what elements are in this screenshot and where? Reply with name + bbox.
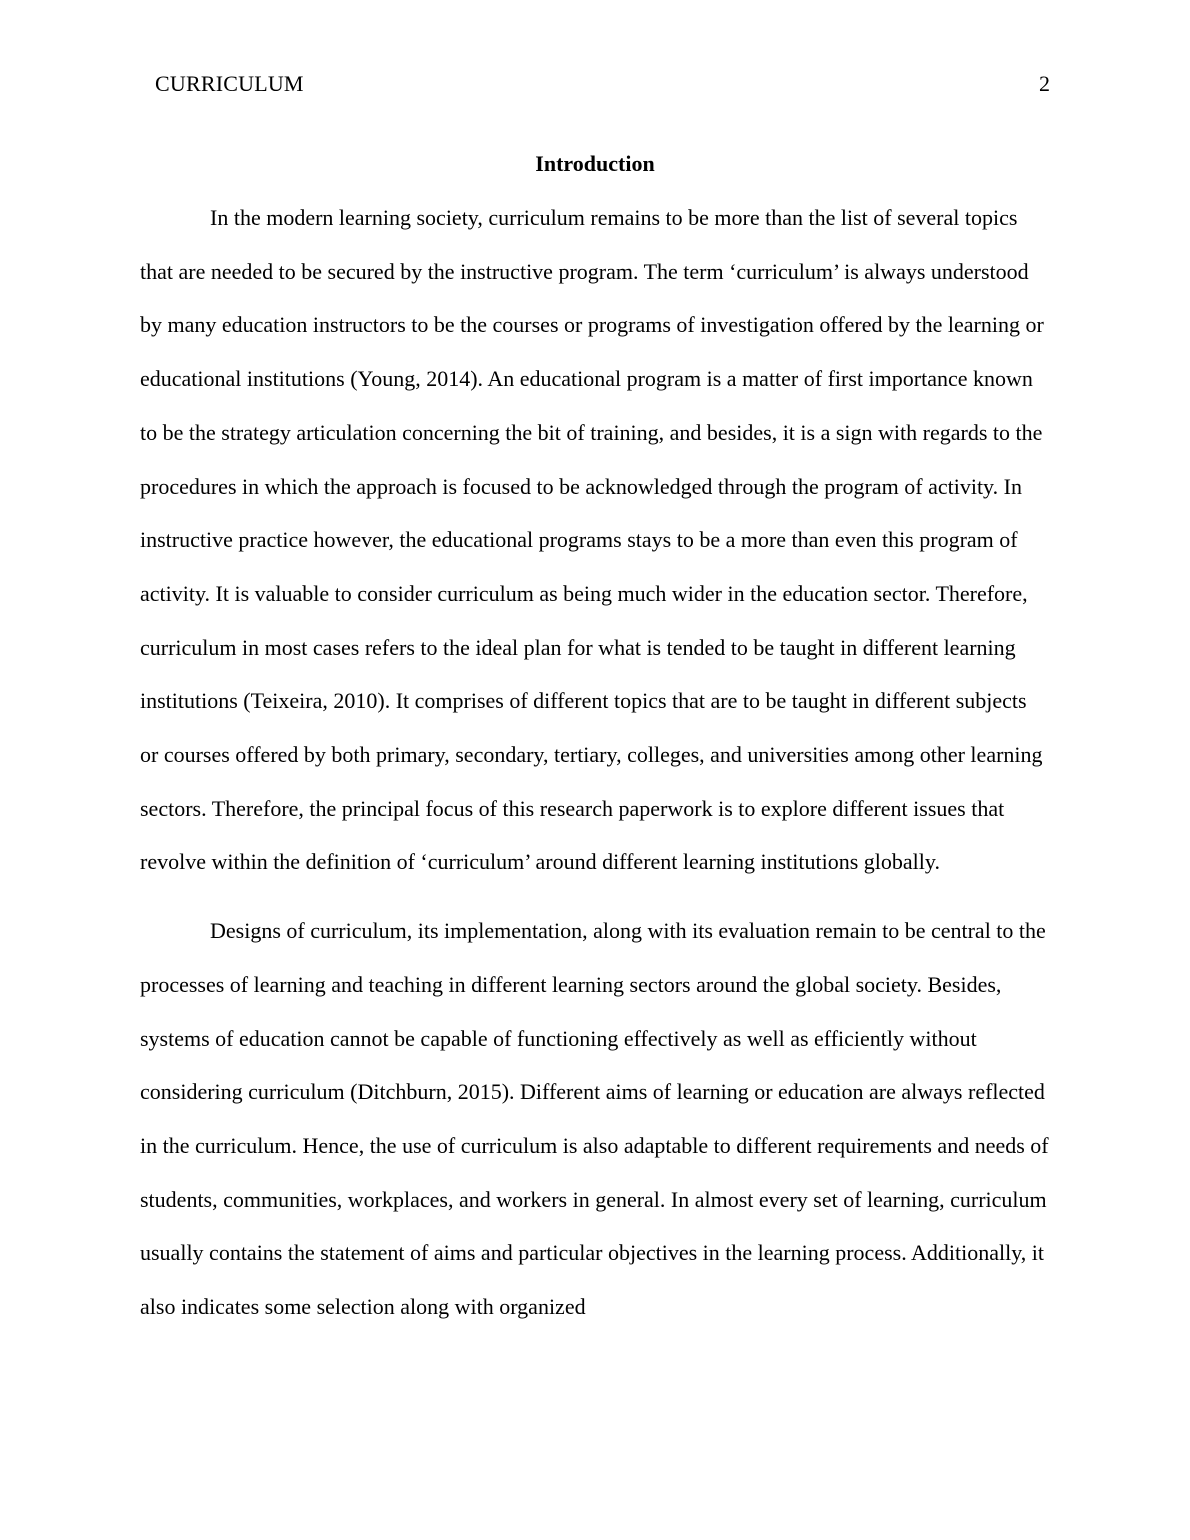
section-title: Introduction (535, 151, 655, 176)
document-body (140, 150, 1050, 1349)
paragraph-1: In the modern learning society, curriculum remains to be more than the list of several topics that are needed to be secured by the instructive program. The term ‘curriculum’ is always understood by many education instructors to be the courses or programs of investigation offered by the learning or educational institutions (Young, 2014). An educational program is a matter of first importance known to be the strategy articulation concerning the bit of training, and besides, it is a sign with regards to the procedures in which the approach is focused to be acknowledged through the program of activity. In instructive practice however, the educational programs stays to be a more than even this program of activity. It is valuable to consider curriculum as being much wider in the education sector. Therefore, curriculum in most cases refers to the ideal plan for what is tended to be taught in different learning institutions (Teixeira, 2010). It comprises of different topics that are to be taught in different subjects or courses offered by both primary, secondary, tertiary, colleges, and universities among other learning sectors. Therefore, the principal focus of this research paperwork is to explore different issues that revolve within the definition of ‘curriculum’ around different learning institutions globally. (140, 205, 1044, 875)
paragraph-2: Designs of curriculum, its implementation, along with its evaluation remain to be central to the processes of learning and teaching in different learning sectors around the global society. Besides, systems of education cannot be capable of functioning effectively as well as efficiently without considering curriculum (Ditchburn, 2015). Different aims of learning or education are always reflected in the curriculum. Hence, the use of curriculum is also adaptable to different requirements and needs of students, communities, workplaces, and workers in general. In almost every set of learning, curriculum usually contains the statement of aims and particular objectives in the learning process. Additionally, it also indicates some selection along with organized (140, 918, 1049, 1320)
running-head: CURRICULUM (155, 71, 304, 96)
page-number: 2 (1039, 71, 1050, 96)
